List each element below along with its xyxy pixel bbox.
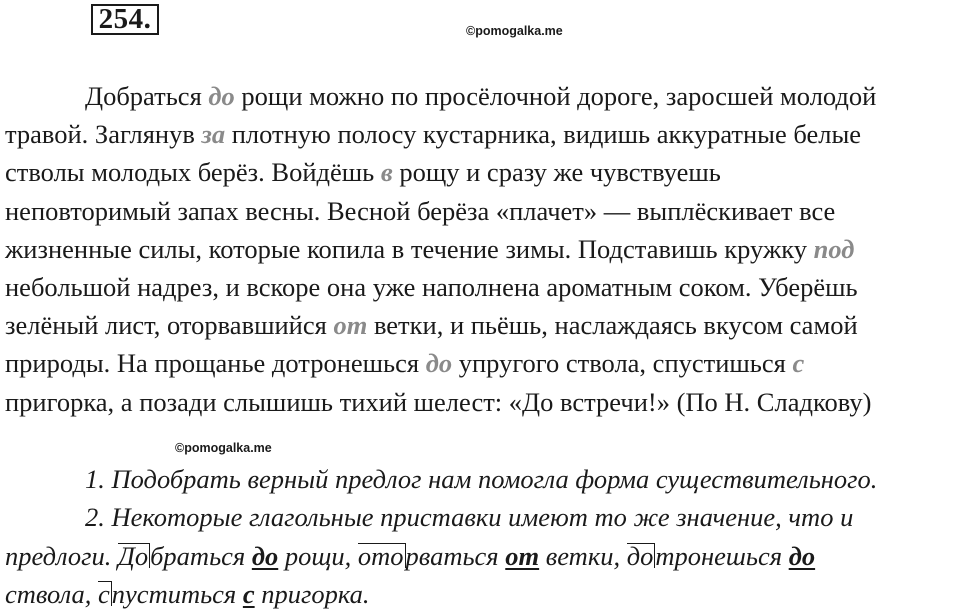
exercise-number: 254. bbox=[91, 4, 159, 35]
note-line bbox=[5, 498, 955, 536]
text-segment: рваться bbox=[405, 540, 506, 571]
text-segment: рощи можно по просёлочной дороге, заросшей молодой bbox=[234, 81, 877, 111]
preposition-highlight: до bbox=[208, 81, 235, 111]
text-segment: ветки, bbox=[539, 540, 627, 571]
preposition-underlined: от bbox=[505, 540, 540, 571]
text-segment: упругого ствола, спустишься bbox=[452, 348, 793, 379]
text-segment: природы. На прощанье дотронешься bbox=[5, 348, 426, 379]
text-segment: Добраться bbox=[85, 81, 209, 111]
text-segment: рощи, bbox=[278, 540, 358, 571]
text-segment: тронешься bbox=[655, 540, 789, 571]
text-line bbox=[5, 230, 955, 268]
notes-text bbox=[5, 460, 955, 613]
text-segment: небольшой надрез, и вскоре она уже наполнена ароматным соком. Уберёшь bbox=[5, 271, 858, 302]
text-segment: браться bbox=[150, 540, 252, 571]
text-segment: пригорка. bbox=[254, 578, 370, 609]
text-segment: пуститься bbox=[111, 578, 243, 609]
preposition-highlight: от bbox=[333, 310, 368, 341]
text-line bbox=[5, 77, 955, 115]
prefix-mark: до bbox=[626, 540, 654, 571]
text-segment: 1. Подобрать верный предлог нам помогла форма существительного. bbox=[85, 464, 878, 494]
text-line bbox=[5, 153, 955, 191]
text-segment: травой. Заглянув bbox=[5, 119, 202, 150]
watermark-top: ©pomogalka.me bbox=[466, 24, 563, 38]
note-line bbox=[5, 460, 955, 498]
exercise-text bbox=[5, 77, 955, 421]
text-line bbox=[5, 268, 955, 306]
text-line bbox=[5, 344, 955, 382]
preposition-highlight: под bbox=[813, 233, 855, 264]
preposition-underlined: до bbox=[788, 540, 816, 571]
text-line bbox=[5, 115, 955, 153]
text-segment: рощу и сразу же чувствуешь bbox=[392, 157, 721, 188]
preposition-underlined: с bbox=[242, 578, 255, 609]
prefix-mark: с bbox=[98, 578, 110, 609]
text-line bbox=[5, 192, 955, 230]
note-line bbox=[5, 537, 955, 575]
text-segment: пригорка, а позади слышишь тихий шелест: «До встречи!» (По Н. Сладкову) bbox=[5, 386, 872, 417]
text-line bbox=[5, 383, 955, 421]
preposition-underlined: до bbox=[251, 540, 279, 571]
text-segment: предлоги. bbox=[5, 540, 118, 571]
preposition-highlight: с bbox=[792, 348, 805, 379]
text-segment: ветки, и пьёшь, наслаждаясь вкусом самой bbox=[367, 310, 858, 341]
watermark-mid: ©pomogalka.me bbox=[175, 441, 272, 455]
text-segment: стволы молодых берёз. Войдёшь bbox=[5, 157, 381, 188]
text-segment: 2. Некоторые глагольные приставки имеют то же значение, что и bbox=[85, 502, 854, 533]
preposition-highlight: до bbox=[425, 348, 453, 379]
note-line bbox=[5, 575, 955, 613]
text-segment: зелёный лист, оторвавшийся bbox=[5, 310, 334, 341]
prefix-mark: ото bbox=[357, 540, 404, 571]
preposition-highlight: в bbox=[380, 157, 393, 188]
preposition-highlight: за bbox=[201, 119, 226, 150]
text-segment: плотную полосу кустарника, видишь аккуратные белые bbox=[225, 119, 862, 150]
prefix-mark: До bbox=[117, 540, 149, 571]
text-segment: жизненные силы, которые копила в течение зимы. Подставишь кружку bbox=[5, 233, 814, 264]
text-segment: неповторимый запах весны. Весной берёза «плачет» — выплёскивает все bbox=[5, 195, 836, 226]
text-segment: ствола, bbox=[5, 578, 99, 609]
text-line bbox=[5, 306, 955, 344]
